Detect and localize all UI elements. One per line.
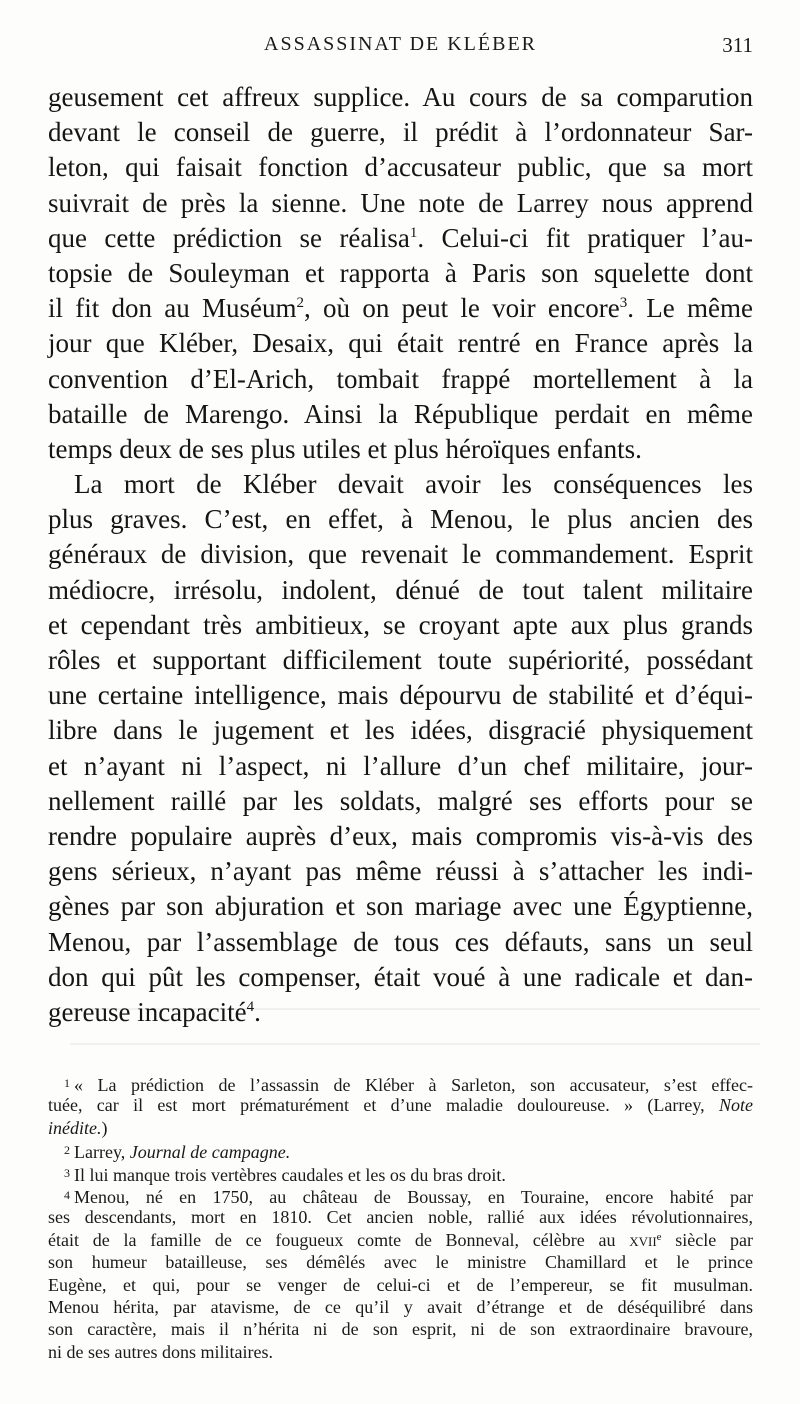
footnote-text: tuée, car il est mort prématurément et d’une maladie douloureuse. » (Larrey,: [48, 1095, 719, 1116]
text-segment: . Le même: [627, 293, 754, 324]
text-line: et cependant très ambitieux, se croyant apte aux plus grands: [48, 609, 753, 640]
footnote-ref-3: 3: [619, 295, 628, 312]
footnote-text: Larrey,: [74, 1142, 130, 1163]
text-line: rôles et supportant difficilement toute supériorité, possédant: [48, 645, 753, 675]
footnote-ref-1: 1: [409, 224, 418, 241]
text-line: suivrait de près la sienne. Une note de Larrey nous apprend: [48, 187, 753, 218]
footnote-italic: Note: [719, 1095, 753, 1116]
footnote-2-line: [48, 1139, 753, 1161]
running-title: ASSASSINAT DE KLÉBER: [264, 33, 537, 55]
footnote-text: siècle par: [661, 1229, 753, 1250]
text-line: devant le conseil de guerre, il prédit à l’ordonnateur Sar-: [48, 117, 753, 148]
text-segment: .: [254, 996, 261, 1027]
century-suffix: e: [656, 1230, 662, 1243]
text-line: [48, 291, 753, 326]
footnote-4-line: [48, 1184, 753, 1206]
text-segment: , où on peut le voir encore: [304, 293, 620, 324]
footnote-text: ): [101, 1117, 108, 1138]
footnote-4-mark: 4: [64, 1187, 70, 1202]
footnote-4-line: Menou hérita, par atavisme, de ce qu’il y avait d’étrange et de déséquilibré dans: [48, 1296, 753, 1317]
text-line: [48, 221, 753, 256]
text-line: La mort de Kléber devait avoir les conséquences les: [74, 469, 753, 500]
footnote-ref-4: 4: [246, 998, 255, 1015]
footnote-italic: Journal de campagne.: [129, 1142, 291, 1163]
footnote-4-line: son caractère, mais il n’hérita ni de son esprit, ni de son extraordinaire bravoure,: [48, 1319, 753, 1340]
text-line: convention d’El-Arich, tombait frappé mortellement à la: [48, 363, 753, 394]
text-line: gènes par son abjuration et son mariage avec une Égyptienne,: [48, 891, 753, 922]
footnote-1-mark: 1: [64, 1076, 70, 1090]
footnote-4-line: ni de ses autres dons militaires.: [48, 1341, 273, 1362]
text-line: bataille de Marengo. Ainsi la République perdait en même: [48, 398, 753, 429]
page-number: 311: [722, 33, 753, 57]
main-text: [48, 80, 753, 1030]
text-line: temps deux de ses plus utiles et plus héroïques enfants.: [48, 433, 642, 464]
footnote-3-line: [48, 1162, 753, 1184]
text-line: généraux de division, que revenait le commandement. Esprit: [48, 539, 753, 570]
text-line: médiocre, irrésolu, indolent, dénué de tout talent militaire: [48, 574, 753, 605]
text-line: leton, qui faisait fonction d’accusateur public, que sa mort: [48, 152, 753, 183]
footnote-1-line: [48, 1117, 753, 1139]
text-line: rendre populaire auprès d’eux, mais compromis vis-à-vis des: [48, 820, 753, 851]
footnote-2-mark: 2: [64, 1143, 70, 1158]
text-line: [48, 995, 753, 1030]
text-line: gens sérieux, n’ayant pas même réussi à s’attacher les indi-: [48, 856, 753, 887]
text-line: Menou, par l’assemblage de tous ces défauts, sans un seul: [48, 926, 753, 957]
century-numeral: xvii: [629, 1229, 657, 1250]
footnotes: [48, 1072, 753, 1363]
footnote-text: Menou, né en 1750, au château de Boussay, en Touraine, encore habité par: [74, 1186, 753, 1207]
footnote-3-mark: 3: [64, 1165, 70, 1180]
footnote-1-line: [48, 1072, 753, 1094]
text-segment: . Celui-ci fit pratiquer l’au-: [417, 222, 753, 253]
footnote-text: « La prédiction de l’assassin de Kléber à Sarleton, son accusateur, s’est effec-: [74, 1075, 753, 1095]
text-line: don qui pût les compenser, était voué à une radicale et dan-: [48, 961, 753, 992]
text-line: nellement raillé par les soldats, malgré ses efforts pour se: [48, 785, 753, 816]
footnote-text: était de la famille de ce fougueux comte de Bonneval, célèbre au: [48, 1229, 630, 1250]
footnote-4-line: Eugène, et qui, pour se venger de celui-ci et de l’empereur, se fit musulman.: [48, 1274, 753, 1295]
footnote-text: Il lui manque trois vertèbres caudales et les os du bras droit.: [74, 1164, 506, 1185]
footnote-italic: inédite.: [48, 1117, 102, 1138]
footnote-4-line: son humeur batailleuse, ses démêlés avec le ministre Chamillard et le prince: [48, 1252, 753, 1273]
text-segment: que cette prédiction se réalisa: [48, 222, 410, 253]
text-line: geusement cet affreux supplice. Au cours de sa comparution: [48, 82, 753, 112]
text-line: et n’ayant ni l’aspect, ni l’allure d’un chef militaire, jour-: [48, 750, 753, 781]
text-line: plus graves. C’est, en effet, à Menou, le plus ancien des: [48, 504, 753, 535]
footnote-4-line: ses descendants, mort en 1810. Cet ancien noble, rallié aux idées révolutionnaires,: [48, 1207, 753, 1228]
text-line: une certaine intelligence, mais dépourvu de stabilité et d’équi-: [48, 680, 753, 711]
text-line: topsie de Souleyman et rapporta à Paris son squelette dont: [48, 257, 753, 288]
text-segment: gereuse incapacité: [48, 996, 247, 1027]
footnote-1-line: [48, 1094, 753, 1116]
footnote-4-line: [48, 1229, 753, 1251]
running-head: [48, 33, 753, 63]
text-line: libre dans le jugement et les idées, disgracié physiquement: [48, 715, 753, 746]
text-line: jour que Kléber, Desaix, qui était rentré en France après la: [48, 328, 753, 359]
text-segment: il fit don au Muséum: [48, 293, 297, 324]
footnote-ref-2: 2: [296, 295, 305, 312]
